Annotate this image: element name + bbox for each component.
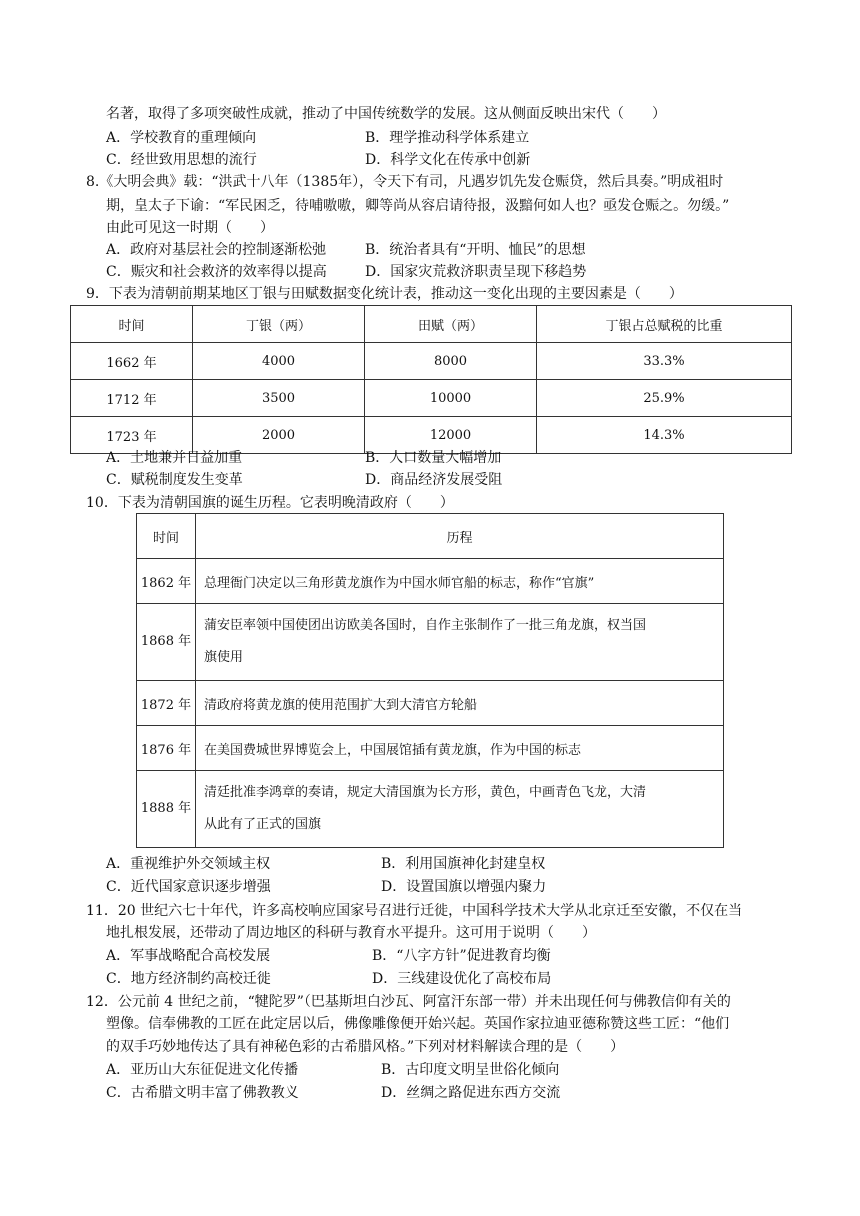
table-row	[137, 726, 724, 771]
cell-text: 清廷批准李鸿章的奏请，规定大清国旗为长方形，黄色，中画青色飞龙，大清	[204, 785, 647, 800]
table-cell	[196, 681, 724, 726]
q11-stem-line-1: 11．20 世纪六七十年代，许多高校响应国家号召进行迁徙，中国科学技术大学从北京迁至安徽，不仅在当	[86, 903, 743, 919]
table-row	[137, 681, 724, 726]
table-cell: 1712 年	[71, 380, 193, 417]
q12-stem-line-2: 塑像。信奉佛教的工匠在此定居以后，佛像雕像便开始兴起。英国作家拉迪亚德称赞这些工匠：“他们	[106, 1016, 730, 1032]
table-header-cell: 时间	[71, 306, 193, 343]
table-cell: 3500	[193, 380, 365, 417]
table-cell: 2000	[193, 417, 365, 454]
table-cell	[196, 604, 724, 681]
q9-option-d: D．商品经济发展受阻	[365, 472, 503, 488]
q10-option-b: B．利用国旗神化封建皇权	[381, 856, 546, 872]
q10-table	[136, 513, 724, 848]
table-cell	[196, 771, 724, 848]
q9-option-c: C．赋税制度发生变革	[106, 472, 243, 488]
q8-option-a: A．政府对基层社会的控制逐渐松弛	[106, 242, 327, 258]
cell-text: 旗使用	[204, 650, 244, 665]
q12-option-a: A．亚历山大东征促进文化传播	[106, 1062, 299, 1078]
table-header-cell: 丁银占总赋税的比重	[537, 306, 792, 343]
table-header-cell: 时间	[137, 514, 196, 559]
table-cell: 4000	[193, 343, 365, 380]
table-cell: 10000	[365, 380, 537, 417]
q8-option-b: B．统治者具有“开明、恤民”的思想	[365, 242, 586, 258]
table-row	[137, 771, 724, 848]
table-cell: 1723 年	[71, 417, 193, 454]
table-cell: 12000	[365, 417, 537, 454]
q7-option-a: A．学校教育的重理倾向	[106, 130, 257, 146]
cell-text: 总理衙门决定以三角形黄龙旗作为中国水师官船的标志，称作“官旗”	[204, 575, 595, 591]
q10-option-d: D．设置国旗以增强内聚力	[381, 879, 547, 895]
q10-option-a: A．重视维护外交领域主权	[106, 856, 271, 872]
q8-stem-line-3: 由此可见这一时期（ ）	[106, 220, 274, 236]
table-row	[137, 559, 724, 604]
cell-text: 清政府将黄龙旗的使用范围扩大到大清官方轮船	[204, 697, 478, 713]
cell-text: 在美国费城世界博览会上，中国展馆插有黄龙旗，作为中国的标志	[204, 742, 582, 758]
q12-stem-line-1: 12．公元前 4 世纪之前，“犍陀罗”（巴基斯坦白沙瓦、阿富汗东部一带）并未出现任何与佛教信仰有关的	[86, 994, 731, 1010]
table-row	[137, 604, 724, 681]
table-header-row	[137, 514, 724, 559]
q12-option-b: B．古印度文明呈世俗化倾向	[381, 1062, 560, 1078]
q8-option-d: D．国家灾荒救济职责呈现下移趋势	[365, 264, 587, 280]
q11-option-d: D．三线建设优化了高校布局	[372, 971, 552, 987]
q9-stem: 9．下表为清朝前期某地区丁银与田赋数据变化统计表，推动这一变化出现的主要因素是（ ）	[86, 286, 683, 302]
q10-stem: 10．下表为清朝国旗的诞生历程。它表明晚清政府（ ）	[86, 495, 454, 511]
q12-option-d: D．丝绸之路促进东西方交流	[381, 1085, 561, 1101]
q8-stem-line-2: 期，皇太子下谕：“军民困乏，待哺嗷嗷，卿等尚从容启请待报，汲黯何如人也？亟发仓赈之。勿缓。”	[106, 198, 730, 214]
table-row	[71, 343, 792, 380]
q7-option-c: C．经世致用思想的流行	[106, 152, 257, 168]
q7-option-d: D．科学文化在传承中创新	[365, 152, 531, 168]
table-header-cell: 历程	[196, 514, 724, 559]
q11-option-b: B．“八字方针”促进教育均衡	[372, 948, 551, 964]
q9-table	[70, 305, 792, 454]
table-cell: 1888 年	[137, 771, 196, 848]
cell-text: 从此有了正式的国旗	[204, 817, 322, 832]
q12-option-c: C．古希腊文明丰富了佛教教义	[106, 1085, 299, 1101]
q9-option-a: A．土地兼并日益加重	[106, 450, 243, 466]
q12-stem-line-3: 的双手巧妙地传达了具有神秘色彩的古希腊风格。”下列对材料解读合理的是（ ）	[106, 1039, 625, 1055]
table-header-cell: 丁银（两）	[193, 306, 365, 343]
q9-option-b: B．人口数量大幅增加	[365, 450, 502, 466]
q7-option-b: B．理学推动科学体系建立	[365, 130, 530, 146]
q11-stem-line-2: 地扎根发展，还带动了周边地区的科研与教育水平提升。这可用于说明（ ）	[106, 925, 596, 941]
q11-option-c: C．地方经济制约高校迁徙	[106, 971, 271, 987]
table-cell: 14.3%	[537, 417, 792, 454]
q10-option-c: C．近代国家意识逐步增强	[106, 879, 271, 895]
q8-option-c: C．赈灾和社会救济的效率得以提高	[106, 264, 327, 280]
table-header-row	[71, 306, 792, 343]
table-cell: 1662 年	[71, 343, 193, 380]
table-cell: 33.3%	[537, 343, 792, 380]
table-cell: 8000	[365, 343, 537, 380]
q8-stem-line-1: 8.《大明会典》载：“洪武十八年（1385年），令天下有司，凡遇岁饥先发仓赈贷，然后具奏。”明成祖时	[86, 174, 724, 190]
table-cell: 1862 年	[137, 559, 196, 604]
table-row	[71, 380, 792, 417]
table-header-cell: 田赋（两）	[365, 306, 537, 343]
table-cell	[196, 559, 724, 604]
table-cell: 1868 年	[137, 604, 196, 681]
cell-text: 蒲安臣率领中国使团出访欧美各国时，自作主张制作了一批三角龙旗，权当国	[204, 618, 647, 633]
q11-option-a: A．军事战略配合高校发展	[106, 948, 271, 964]
table-cell	[196, 726, 724, 771]
table-cell: 25.9%	[537, 380, 792, 417]
q7-stem-tail: 名著，取得了多项突破性成就，推动了中国传统数学的发展。这从侧面反映出宋代（ ）	[106, 106, 666, 122]
table-cell: 1872 年	[137, 681, 196, 726]
table-cell: 1876 年	[137, 726, 196, 771]
